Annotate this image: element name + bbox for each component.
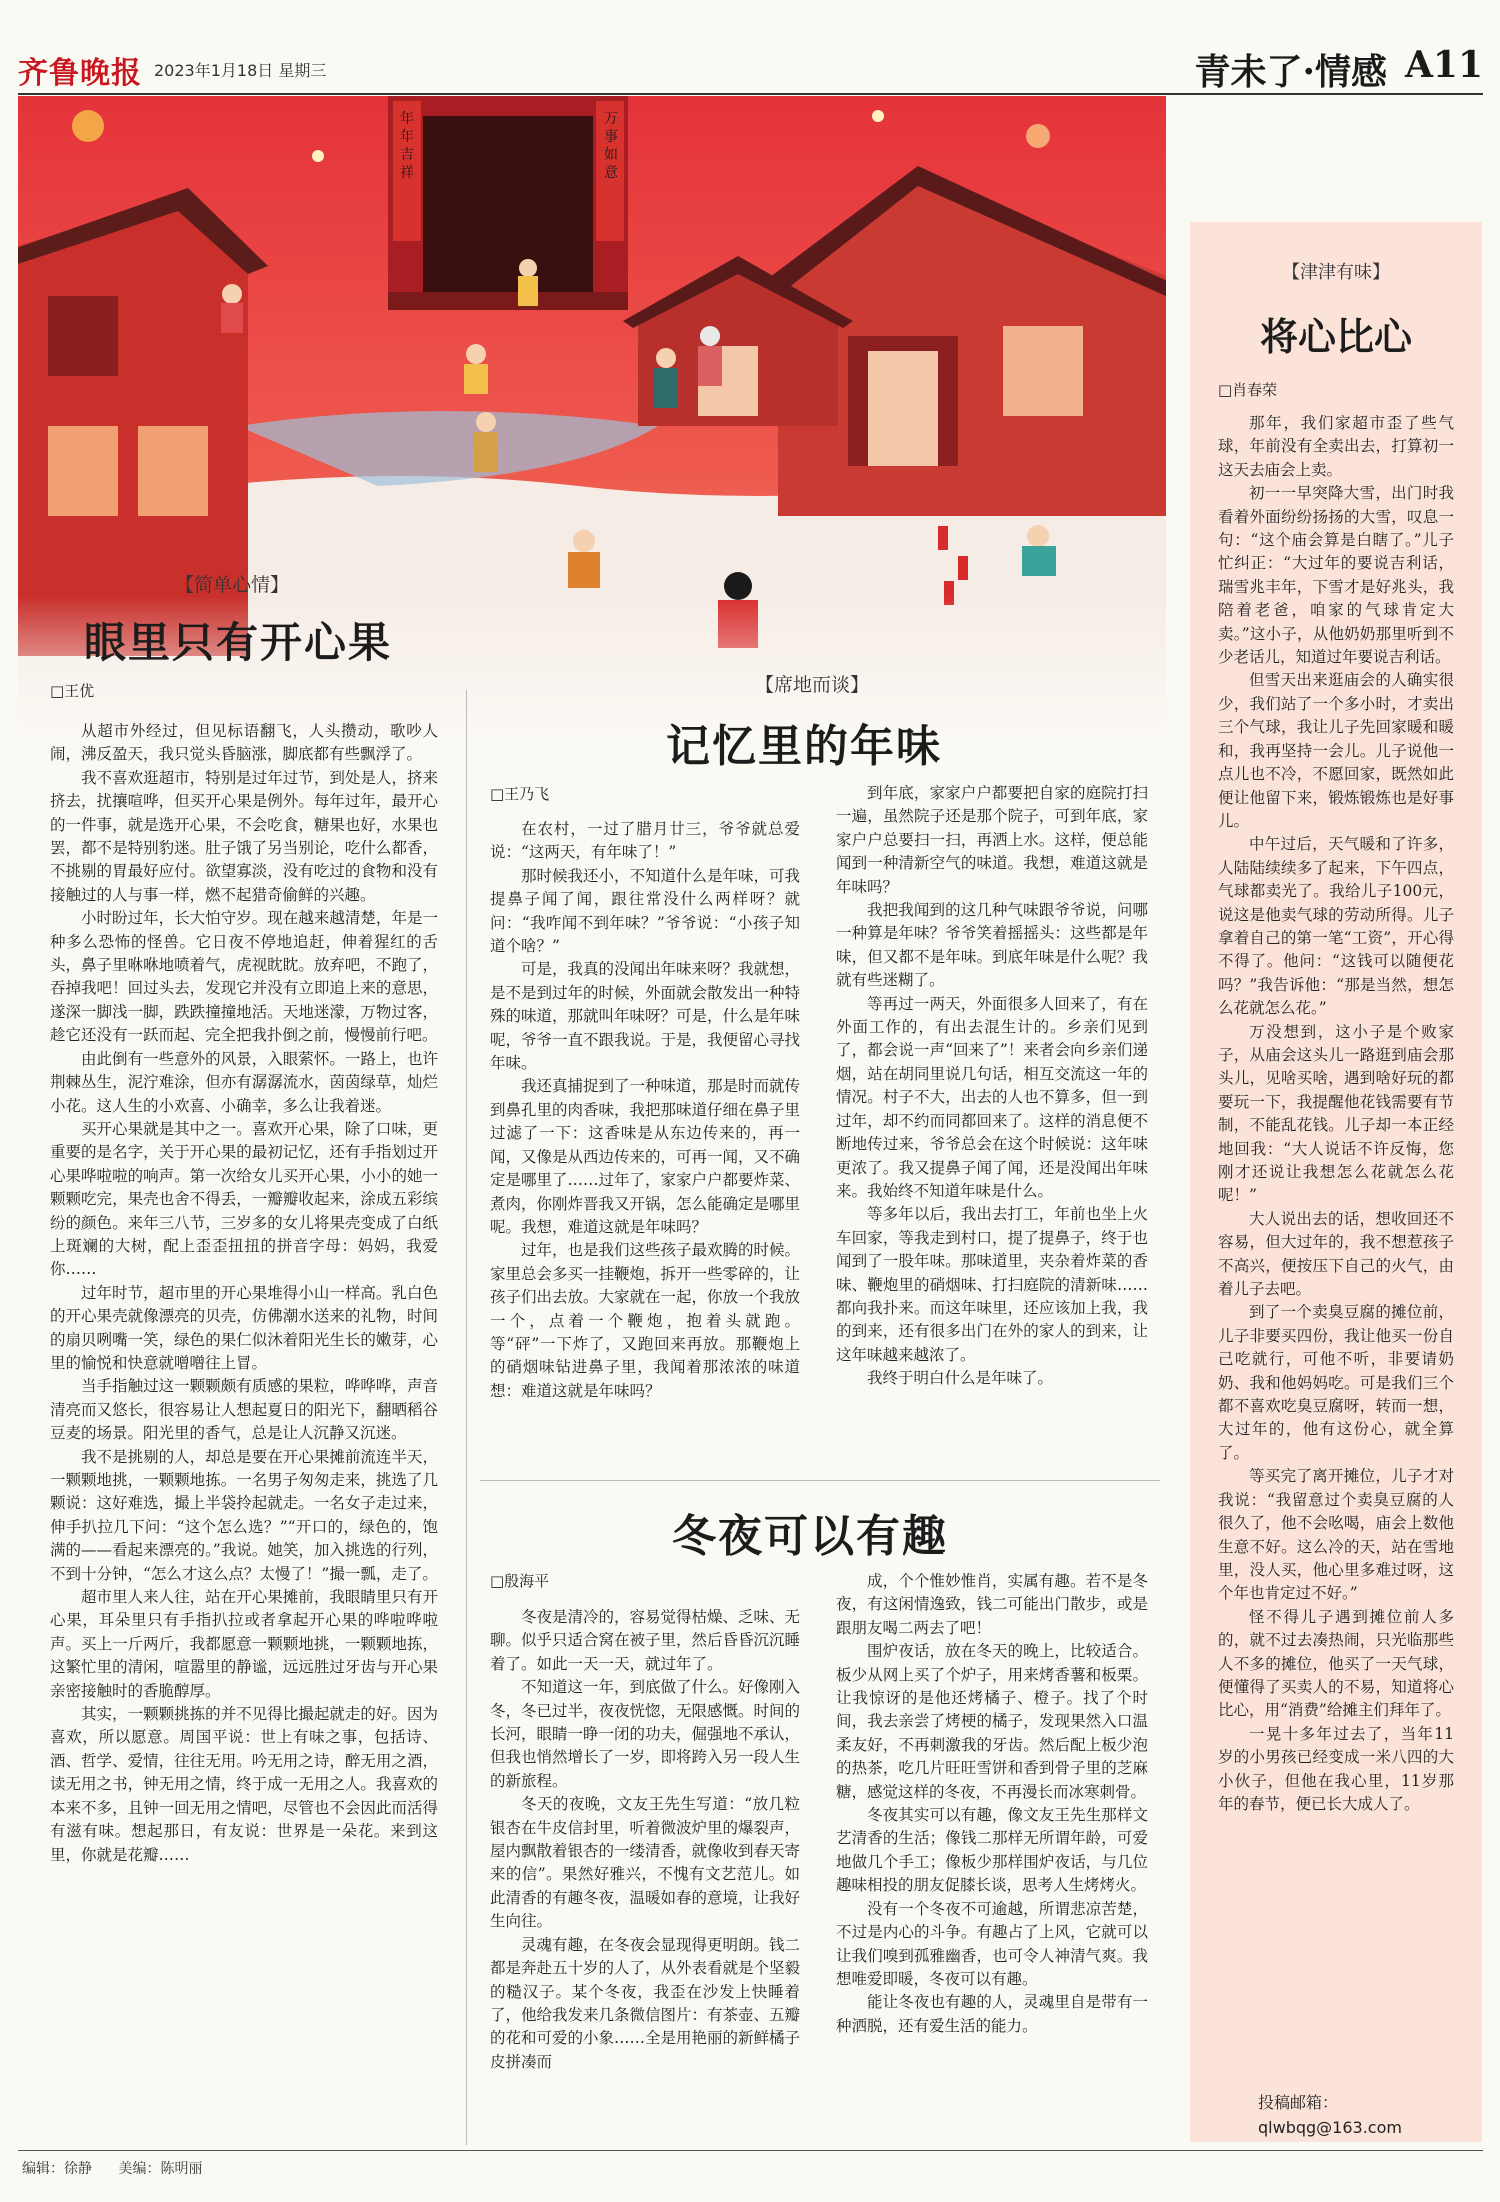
couplet-left: 年年吉祥: [400, 111, 414, 181]
paragraph: 到年底，家家户户都要把自家的庭院打扫一遍，虽然院子还是那个院子，可到年底，家家户户总要扫一扫，再洒上水。这样，便总能闻到一种清新空气的味道。我想，难道这就是年味吗？: [836, 784, 1148, 896]
paragraph: 灵魂有趣，在冬夜会显现得更明朗。钱二都是奔赴五十岁的人了，从外表看就是个坚毅的糙汉子。某个冬夜，我歪在沙发上快睡着了，他给我发来几条微信图片：有茶壶、五瓣的花和可爱的小象……全是用艳丽的新鲜橘子皮拼凑而: [490, 1935, 801, 2071]
paragraph: 初一一早突降大雪，出门时我看着外面纷纷扬扬的大雪，叹息一句：“这个庙会算是白瞎了。”儿子忙纠正：“大过年的要说吉利话，瑞雪兆丰年，下雪才是好兆头，我陪着老爸，咱家的气球肯定大卖。”这小子，从他奶奶那里听到不少老话儿，知道过年要说吉利话。: [1218, 484, 1454, 667]
couplet-right: 万事如意: [604, 111, 618, 181]
article2-byline: □王乃飞: [490, 785, 550, 803]
article2-tag: 【席地而谈】: [755, 674, 870, 696]
designer-credit: 美编：陈明丽: [118, 2161, 203, 2177]
paragraph: 小时盼过年，长大怕守岁。现在越来越清楚，年是一种多么恐怖的怪兽。它日夜不停地追赶，伸着猩红的舌头，鼻子里咻咻地喷着气，虎视眈眈。放弃吧，不跑了，吞掉我吧！回过头去，发现它并没有立即追上来的意思，遂深一脚浅一脚，跌跌撞撞地活。天地迷濛，万物过客，趁它还没有一跃而起、完全把我扑倒之前，慢慢前行吧。: [50, 909, 438, 1045]
paragraph: 怪不得儿子遇到摊位前人多的，就不过去凑热闹，只光临那些人不多的摊位，他买了一天气球，便懂得了买卖人的不易，知道将心比心，用“消费”给摊主们拜年了。: [1218, 1607, 1454, 1720]
paragraph: 我不喜欢逛超市，特别是过年过节，到处是人，挤来挤去，扰攘喧哗，但买开心果是例外。每年过年，最开心的一件事，就是选开心果，不会吃食，糖果也好，水果也罢，都不是特别豹迷。肚子饿了另当别论，吃什么都香，不挑剔的胃最好应付。欲望寡淡，没有吃过的食物和没有接触过的人与事一样，燃不起猎奇偷鲜的兴趣。: [50, 768, 438, 904]
paragraph: 万没想到，这小子是个败家子，从庙会这头儿一路逛到庙会那头儿，见啥买啥，遇到啥好玩的都要玩一下，我提醒他花钱需要有节制，不能乱花钱。儿子却一本正经地回我：“大人说话不许反悔，您刚才还说让我想怎么花就怎么花呢！”: [1218, 1022, 1454, 1205]
paragraph: 不知道这一年，到底做了什么。好像刚入冬，冬已过半，夜夜恍惚，无限感慨。时间的长河，眼睛一睁一闭的功夫，倔强地不承认，但我也悄然增长了一岁，即将跨入另一段人生的新旅程。: [490, 1678, 801, 1790]
sidebar-body: [1218, 412, 1454, 1816]
sidebar-title: 将心比心: [1259, 314, 1412, 359]
article3-column-2: [836, 1570, 1148, 2038]
masthead: [18, 40, 1483, 96]
paragraph: 一晃十多年过去了，当年11岁的小男孩已经变成一米八四的大小伙子，但他在我心里，11岁那年的春节，便已长大成人了。: [1218, 1724, 1454, 1813]
paragraph: 冬天的夜晚，文友王先生写道：“放几粒银杏在牛皮信封里，听着微波炉里的爆裂声，屋内飘散着银杏的一缕清香，就像收到春天寄来的信”。果然好雅兴，不愧有文艺范儿。如此清香的有趣冬夜，温暖如春的意境，让我好生向往。: [490, 1795, 801, 1931]
paragraph: 过年时节，超市里的开心果堆得小山一样高。乳白色的开心果壳就像漂亮的贝壳，仿佛潮水送来的礼物，时间的扇贝咧嘴一笑，绿色的果仁似沐着阳光生长的嫩芽，心里的愉悦和快意就噌噌往上冒。: [50, 1283, 438, 1372]
issue-date: 2023年1月18日 星期三: [154, 61, 327, 80]
page-number: A11: [1404, 44, 1483, 86]
section-title: 青未了·情感: [1194, 51, 1387, 93]
column-divider: [466, 690, 467, 2145]
article3-column-1: [490, 1606, 800, 2074]
paragraph: 其实，一颗颗挑拣的并不见得比撮起就走的好。因为喜欢，所以愿意。周国平说：世上有味之事，包括诗、酒、哲学、爱情，往往无用。吟无用之诗，醉无用之酒，读无用之书，钟无用之情，终于成一无用之人。我喜欢的本来不多，且钟一回无用之情吧，尽管也不会因此而活得有滋有味。想起那日，有友说：世界是一朵花。来到这里，你就是花瓣……: [50, 1705, 438, 1864]
footer-rule: [18, 2150, 1483, 2151]
article1-byline: □王优: [50, 682, 95, 700]
sidebar-byline: □肖春荣: [1218, 381, 1278, 399]
sidebar-article: [1218, 258, 1454, 1816]
contact-box: [1258, 2090, 1402, 2140]
article1-tag: 【简单心情】: [175, 574, 290, 596]
paragraph: 那时候我还小，不知道什么是年味，可我提鼻子闻了闻，跟往常没什么两样呀？就问：“我咋闻不到年味？”爷爷说：“小孩子知道个啥？”: [490, 866, 801, 956]
paragraph: 在农村，一过了腊月廿三，爷爷就总爱说：“这两天，有年味了！”: [490, 820, 800, 862]
paragraph: 买开心果就是其中之一。喜欢开心果，除了口味，更重要的是名字，关于开心果的最初记忆，还有手指划过开心果哗啦啦的响声。第一次给女儿买开心果，小小的她一颗颗吃完，果壳也舍不得丢，一瓣瓣收起来，涂成五彩缤纷的颜色。来年三八节，三岁多的女儿将果壳变成了白纸上斑斓的大树，配上歪歪扭扭的拼音字母：妈妈，我爱你……: [50, 1119, 438, 1279]
central-gate: [388, 96, 628, 310]
article2-column-2: [836, 782, 1148, 1391]
paragraph: 我终于明白什么是年味了。: [867, 1369, 1054, 1388]
sidebar-column: [1190, 222, 1482, 2142]
footer: [22, 2158, 224, 2178]
paragraph: 那年，我们家超市歪了些气球，年前没有全卖出去，打算初一这天去庙会上卖。: [1218, 414, 1454, 479]
masthead-rule: [18, 93, 1483, 95]
article1-title: 眼里只有开心果: [84, 618, 393, 667]
article3-title: 冬夜可以有趣: [672, 1511, 948, 1562]
article-divider: [480, 1480, 1160, 1481]
paragraph: 超市里人来人往，站在开心果摊前，我眼睛里只有开心果，耳朵里只有手指扒拉或者拿起开心果的哗啦哗啦声。买上一斤两斤，我都愿意一颗颗地挑，一颗颗地拣，这繁忙里的清闲，喧嚣里的静谧，远远胜过牙齿与开心果亲密接触时的香脆醇厚。: [50, 1588, 438, 1700]
paragraph: 过年，也是我们这些孩子最欢腾的时候。家里总会多买一挂鞭炮，拆开一些零碎的，让孩子们出去放。大家就在一起，你放一个我放一个，点着一个鞭炮，抱着头就跑。等“砰”一下炸了，又跑回来再放。那鞭炮上的硝烟味钻进鼻子里，我闻着那浓浓的味道想：难道这就是年味吗？: [490, 1241, 801, 1400]
paragraph: 冬夜其实可以有趣，像文友王先生那样文艺清香的生活；像钱二那样无所谓年龄，可爱地做几个手工；像板少那样围炉夜话，与几位趣味相投的朋友促膝长谈，思考人生烤烤火。: [836, 1806, 1148, 1895]
paragraph: 由此倒有一些意外的风景，入眼萦怀。一路上，也许荆棘丛生，泥泞难涂，但亦有潺潺流水，茵茵绿草，灿烂小花。这人生的小欢喜、小确幸，多么让我着迷。: [50, 1049, 438, 1115]
paragraph: 等多年以后，我出去打工，年前也坐上火车回家，等我走到村口，提了提鼻子，终于也闻到了一股年味。那味道里，夹杂着炸菜的香味、鞭炮里的硝烟味、打扫庭院的清新味……都向我扑来。而这年味里，还应该加上我，我的到来，还有很多出门在外的家人的到来，让这年味越来越浓了。: [836, 1205, 1148, 1364]
paragraph: 我把我闻到的这几种气味跟爷爷说，问哪一种算是年味？爷爷笑着摇摇头：这些都是年味，但又都不是年味。到底年味是什么呢？我就有些迷糊了。: [836, 901, 1148, 990]
paragraph: 没有一个冬夜不可逾越，所谓悲凉苦楚，不过是内心的斗争。有趣占了上风，它就可以让我们嗅到孤雅幽香，也可令人神清气爽。我想唯爱即暖，冬夜可以有趣。: [836, 1899, 1148, 1988]
paragraph: 冬夜是清冷的，容易觉得枯燥、乏味、无聊。似乎只适合窝在被子里，然后昏昏沉沉睡着了。如此一天一天，就过年了。: [490, 1608, 801, 1673]
paragraph: 从超市外经过，但见标语翻飞，人头攒动，歌吵人闹，沸反盈天，我只觉头昏脑涨，脚底都有些飘浮了。: [50, 722, 438, 764]
paper-logo: 齐鲁晚报: [18, 56, 142, 91]
paragraph: 我还真捕捉到了一种味道，那是时而就传到鼻孔里的肉香味，我把那味道仔细在鼻子里过滤了一下：这香味是从东边传来的，再一闻，又像是从西边传来的，可再一闻，又不确定是哪里了……过年了，家家户户都要炸菜、煮肉，你刚炸晋我又开锅，怎么能确定是哪里呢。我想，难道这就是年味吗？: [490, 1077, 801, 1236]
contact-email: qlwbqg@163.com: [1258, 2118, 1402, 2137]
article2-title: 记忆里的年味: [666, 721, 942, 772]
sidebar-tag: 【津津有味】: [1282, 262, 1390, 283]
paragraph: 围炉夜话，放在冬天的晚上，比较适合。板少从网上买了个炉子，用来烤香薯和板栗。让我惊讶的是他还烤橘子、橙子。找了个时间，我去亲尝了烤梗的橘子，发现果然入口温柔友好，不再刺激我的牙齿。然后配上板少泡的热茶，吃几片旺旺雪饼和香到骨子里的芝麻糖，感觉这样的冬夜，不再漫长而冰寒刺骨。: [836, 1642, 1148, 1801]
paragraph: 当手指触过这一颗颗颇有质感的果粒，哗哗哗，声音清亮而又悠长，很容易让人想起夏日的阳光下，翻晒稻谷豆麦的场景。阳光里的香气，总是让人沉静又沉迷。: [50, 1377, 438, 1443]
article2-column-1: [490, 818, 800, 1403]
contact-label: 投稿邮箱：: [1258, 2093, 1339, 2112]
paragraph: 但雪天出来逛庙会的人确实很少，我们站了一个多小时，才卖出三个气球，我让儿子先回家暖和暖和，我再坚持一会儿。儿子说他一点儿也不冷，不愿回家，既然如此便让他留下来，锻炼锻炼也是好事儿。: [1218, 671, 1454, 830]
paragraph: 等再过一两天，外面很多人回来了，有在外面工作的，有出去混生计的。乡亲们见到了，都会说一声“回来了”！来者会向乡亲们递烟，站在胡同里说几句话，相互交流这一年的情况。村子不大，出去的人也不算多，但一到过年，却不约而同都回来了。这样的消息便不断地传过来，爷爷总会在这个时候说：这年味更浓了。我又提鼻子闻了闻，还是没闻出年味来。我始终不知道年味是什么。: [836, 994, 1148, 1200]
paragraph: 成，个个惟妙惟肖，实属有趣。若不是冬夜，有这闲情逸致，钱二可能出门散步，或是跟朋友喝二两去了吧！: [836, 1572, 1148, 1637]
article1-body: [50, 720, 438, 1867]
paragraph: 等买完了离开摊位，儿子才对我说：“我留意过个卖臭豆腐的人很久了，他不会吆喝，庙会上数他生意不好。这么冷的天，站在雪地里，没人买，他心里多难过呀，这个年也肯定过不好。”: [1218, 1467, 1454, 1603]
paragraph: 可是，我真的没闻出年味来呀？我就想，是不是到过年的时候，外面就会散发出一种特殊的味道，那就叫年味呀？可是，什么是年味呢，爷爷一直不跟我说。于是，我便留心寻找年味。: [490, 960, 801, 1073]
paragraph: 中午过后，天气暖和了许多，人陆陆续续多了起来，下午四点，气球都卖光了。我给儿子100元，说这是他卖气球的劳动所得。儿子拿着自己的第一笔“工资”，开心得不得了。他问：“这钱可以随便花吗？”我告诉他：“那是当然，想怎么花就怎么花。”: [1218, 835, 1454, 1018]
paragraph: 我不是挑剔的人，却总是要在开心果摊前流连半天，一颗颗地挑，一颗颗地拣。一名男子匆匆走来，挑选了几颗说：这好难选，撮上半袋拎起就走。一名女子走过来，伸手扒拉几下问：“这个怎么选？”“开口的，绿色的，饱满的——看起来漂亮的。”我说。她笑，加入挑选的行列，不到十分钟，“怎么才这么点？太慢了！”撮一瓢，走了。: [50, 1447, 438, 1583]
editor-credit: 编辑：徐静: [22, 2161, 92, 2177]
paragraph: 到了一个卖臭豆腐的摊位前，儿子非要买四份，我让他买一份自己吃就行，可他不听，非要请奶奶、我和他妈妈吃。可是我们三个都不喜欢吃臭豆腐呀，转而一想，大过年的，他有这份心，就全算了。: [1218, 1303, 1454, 1462]
article3-byline: □殷海平: [490, 1572, 550, 1590]
paragraph: 大人说出去的话，想收回还不容易，但大过年的，我不想惹孩子不高兴，便按压下自己的火气，由着儿子去吧。: [1218, 1209, 1454, 1299]
paragraph: 能让冬夜也有趣的人，灵魂里自是带有一种洒脱，还有爱生活的能力。: [836, 1993, 1148, 2035]
